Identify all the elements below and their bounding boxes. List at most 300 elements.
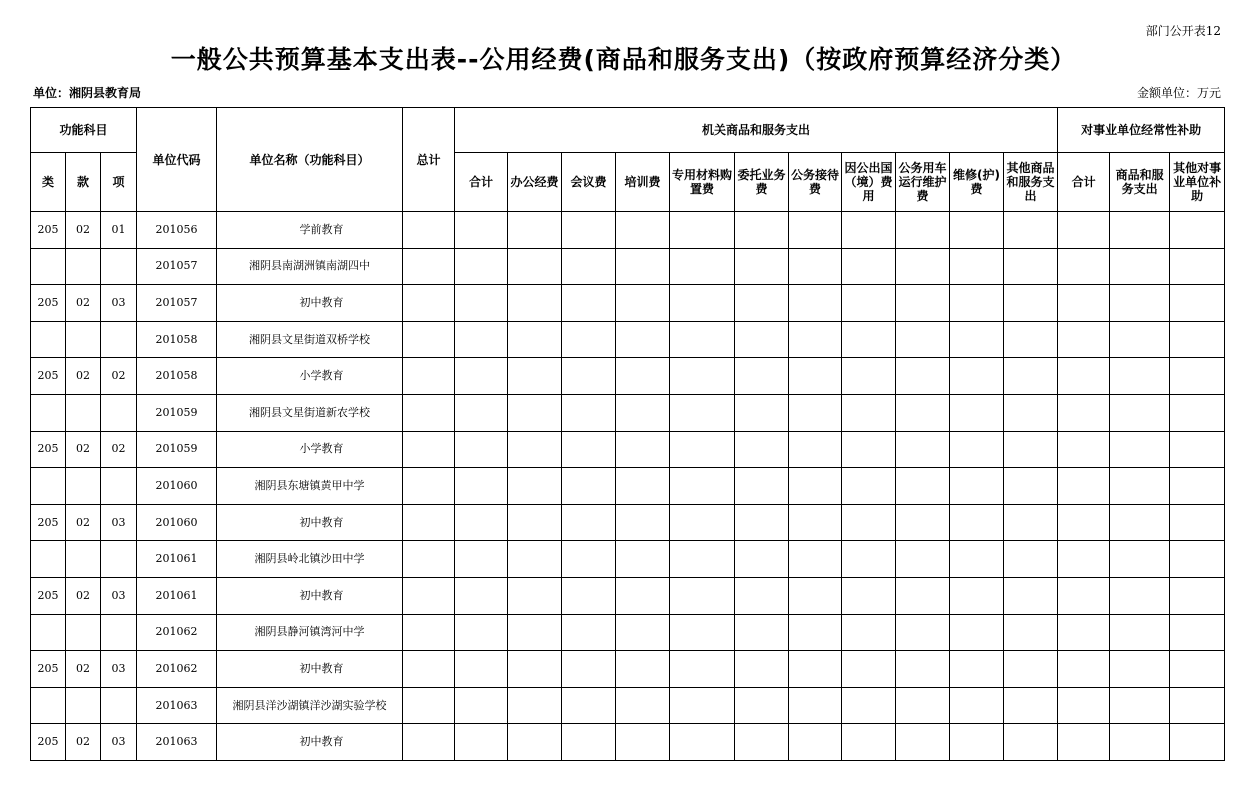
cell-unit-code: 201059 <box>137 431 217 468</box>
cell-amount <box>735 212 789 249</box>
cell-amount <box>842 358 896 395</box>
cell-amount <box>842 724 896 761</box>
header-xiang: 项 <box>101 153 137 212</box>
cell-amount <box>403 431 455 468</box>
cell-xiang <box>101 614 137 651</box>
cell-amount <box>1110 504 1170 541</box>
cell-amount <box>950 248 1004 285</box>
cell-lei <box>31 541 66 578</box>
cell-amount <box>789 651 842 688</box>
table-row <box>31 468 1225 505</box>
cell-amount <box>616 468 670 505</box>
cell-amount <box>1058 285 1110 322</box>
header-lei: 类 <box>31 153 66 212</box>
cell-amount <box>950 358 1004 395</box>
cell-amount <box>1110 614 1170 651</box>
cell-amount <box>403 651 455 688</box>
cell-amount <box>403 687 455 724</box>
table-row <box>31 651 1225 688</box>
header-organ-col: 培训费 <box>616 153 670 212</box>
cell-amount <box>735 577 789 614</box>
header-subsidy-col: 其他对事业单位补助 <box>1170 153 1225 212</box>
cell-amount <box>1170 212 1225 249</box>
cell-amount <box>455 614 508 651</box>
cell-kuan <box>66 394 101 431</box>
cell-amount <box>455 394 508 431</box>
cell-xiang <box>101 541 137 578</box>
cell-amount <box>562 431 616 468</box>
cell-xiang: 02 <box>101 431 137 468</box>
cell-amount <box>735 541 789 578</box>
header-subsidy-col: 商品和服务支出 <box>1110 153 1170 212</box>
cell-lei <box>31 614 66 651</box>
cell-unit-code: 201059 <box>137 394 217 431</box>
cell-amount <box>670 468 735 505</box>
cell-amount <box>1058 687 1110 724</box>
cell-amount <box>842 687 896 724</box>
cell-amount <box>508 285 562 322</box>
cell-xiang: 03 <box>101 504 137 541</box>
cell-amount <box>1110 431 1170 468</box>
cell-amount <box>1004 541 1058 578</box>
cell-kuan: 02 <box>66 358 101 395</box>
cell-amount <box>403 285 455 322</box>
cell-amount <box>670 651 735 688</box>
cell-amount <box>735 394 789 431</box>
cell-amount <box>508 614 562 651</box>
cell-amount <box>896 614 950 651</box>
cell-unit-code: 201057 <box>137 285 217 322</box>
cell-amount <box>896 285 950 322</box>
cell-unit-code: 201058 <box>137 358 217 395</box>
cell-kuan: 02 <box>66 724 101 761</box>
cell-amount <box>455 358 508 395</box>
table-number-label: 部门公开表12 <box>1145 24 1221 38</box>
cell-amount <box>842 321 896 358</box>
amount-unit: 金额单位：万元 <box>1136 86 1221 100</box>
cell-amount <box>508 321 562 358</box>
cell-amount <box>562 614 616 651</box>
cell-amount <box>508 504 562 541</box>
reporting-unit: 单位：湘阴县教育局 <box>33 86 142 100</box>
cell-unit-code: 201056 <box>137 212 217 249</box>
table-row <box>31 358 1225 395</box>
cell-amount <box>670 212 735 249</box>
cell-amount <box>403 614 455 651</box>
cell-amount <box>896 504 950 541</box>
cell-lei: 205 <box>31 577 66 614</box>
header-organ-col: 会议费 <box>562 153 616 212</box>
table-row <box>31 248 1225 285</box>
cell-xiang <box>101 248 137 285</box>
cell-amount <box>1170 321 1225 358</box>
cell-amount <box>508 212 562 249</box>
cell-amount <box>1110 468 1170 505</box>
cell-amount <box>1004 212 1058 249</box>
cell-amount <box>403 358 455 395</box>
cell-amount <box>950 614 1004 651</box>
cell-amount <box>562 577 616 614</box>
cell-amount <box>508 468 562 505</box>
cell-amount <box>950 651 1004 688</box>
cell-amount <box>1058 541 1110 578</box>
cell-amount <box>1170 468 1225 505</box>
cell-amount <box>950 468 1004 505</box>
cell-amount <box>950 687 1004 724</box>
cell-amount <box>616 724 670 761</box>
cell-amount <box>950 504 1004 541</box>
cell-unit-name: 湘阴县岭北镇沙田中学 <box>217 541 403 578</box>
cell-xiang: 03 <box>101 285 137 322</box>
cell-amount <box>789 394 842 431</box>
cell-kuan <box>66 541 101 578</box>
cell-kuan: 02 <box>66 504 101 541</box>
header-func-subject: 功能科目 <box>31 108 137 153</box>
cell-amount <box>1170 541 1225 578</box>
cell-amount <box>735 724 789 761</box>
cell-amount <box>1110 541 1170 578</box>
cell-amount <box>896 651 950 688</box>
cell-amount <box>896 541 950 578</box>
cell-xiang: 02 <box>101 358 137 395</box>
cell-amount <box>562 504 616 541</box>
cell-xiang: 03 <box>101 724 137 761</box>
cell-xiang <box>101 394 137 431</box>
cell-xiang: 01 <box>101 212 137 249</box>
cell-amount <box>789 358 842 395</box>
cell-amount <box>616 248 670 285</box>
cell-amount <box>789 687 842 724</box>
cell-amount <box>950 321 1004 358</box>
table-row <box>31 724 1225 761</box>
header-organ-col: 其他商品和服务支出 <box>1004 153 1058 212</box>
cell-amount <box>403 541 455 578</box>
cell-unit-name: 初中教育 <box>217 577 403 614</box>
cell-unit-code: 201062 <box>137 651 217 688</box>
cell-amount <box>562 541 616 578</box>
cell-amount <box>1110 285 1170 322</box>
cell-unit-name: 学前教育 <box>217 212 403 249</box>
header-unit-code: 单位代码 <box>137 108 217 212</box>
header-organ-col: 专用材料购置费 <box>670 153 735 212</box>
cell-amount <box>1004 577 1058 614</box>
cell-kuan: 02 <box>66 651 101 688</box>
cell-amount <box>1170 285 1225 322</box>
cell-amount <box>508 541 562 578</box>
cell-amount <box>403 468 455 505</box>
cell-amount <box>1004 724 1058 761</box>
cell-unit-code: 201063 <box>137 724 217 761</box>
cell-amount <box>616 394 670 431</box>
cell-amount <box>616 614 670 651</box>
cell-amount <box>508 248 562 285</box>
cell-amount <box>1170 577 1225 614</box>
cell-amount <box>1058 651 1110 688</box>
cell-amount <box>1004 394 1058 431</box>
cell-amount <box>789 504 842 541</box>
cell-amount <box>1170 394 1225 431</box>
cell-amount <box>950 431 1004 468</box>
header-organ-col: 维修(护)费 <box>950 153 1004 212</box>
cell-amount <box>1110 394 1170 431</box>
cell-unit-code: 201062 <box>137 614 217 651</box>
cell-amount <box>1004 431 1058 468</box>
cell-amount <box>670 724 735 761</box>
cell-amount <box>896 248 950 285</box>
cell-amount <box>508 394 562 431</box>
cell-amount <box>670 431 735 468</box>
cell-amount <box>1004 248 1058 285</box>
cell-unit-name: 湘阴县文星街道新农学校 <box>217 394 403 431</box>
cell-unit-code: 201063 <box>137 687 217 724</box>
cell-amount <box>1170 724 1225 761</box>
cell-amount <box>455 248 508 285</box>
cell-lei: 205 <box>31 724 66 761</box>
cell-amount <box>455 212 508 249</box>
cell-amount <box>403 394 455 431</box>
cell-amount <box>1004 321 1058 358</box>
cell-amount <box>455 577 508 614</box>
header-subsidy-group: 对事业单位经常性补助 <box>1058 108 1225 153</box>
cell-kuan <box>66 687 101 724</box>
cell-amount <box>1170 504 1225 541</box>
cell-unit-name: 小学教育 <box>217 358 403 395</box>
cell-amount <box>1004 358 1058 395</box>
cell-unit-name: 湘阴县东塘镇黄甲中学 <box>217 468 403 505</box>
cell-amount <box>1110 577 1170 614</box>
cell-amount <box>1110 358 1170 395</box>
cell-amount <box>455 431 508 468</box>
cell-amount <box>562 724 616 761</box>
page-title: 一般公共预算基本支出表--公用经费(商品和服务支出)（按政府预算经济分类） <box>170 45 1077 74</box>
cell-amount <box>1110 248 1170 285</box>
cell-unit-name: 小学教育 <box>217 431 403 468</box>
cell-amount <box>1170 687 1225 724</box>
table-row <box>31 212 1225 249</box>
cell-amount <box>1110 651 1170 688</box>
cell-amount <box>896 431 950 468</box>
cell-lei <box>31 248 66 285</box>
cell-amount <box>735 431 789 468</box>
cell-unit-name: 初中教育 <box>217 504 403 541</box>
cell-amount <box>670 285 735 322</box>
cell-amount <box>842 394 896 431</box>
cell-amount <box>616 321 670 358</box>
cell-amount <box>455 321 508 358</box>
cell-amount <box>1058 504 1110 541</box>
cell-amount <box>842 614 896 651</box>
cell-amount <box>1004 614 1058 651</box>
cell-xiang <box>101 687 137 724</box>
cell-lei <box>31 394 66 431</box>
cell-amount <box>670 577 735 614</box>
cell-amount <box>616 687 670 724</box>
cell-amount <box>789 724 842 761</box>
cell-amount <box>735 651 789 688</box>
cell-amount <box>1058 724 1110 761</box>
cell-amount <box>403 321 455 358</box>
cell-amount <box>670 321 735 358</box>
table-row <box>31 687 1225 724</box>
header-unit-name: 单位名称（功能科目） <box>217 108 403 212</box>
cell-kuan: 02 <box>66 285 101 322</box>
cell-amount <box>1170 248 1225 285</box>
cell-lei: 205 <box>31 651 66 688</box>
cell-amount <box>789 541 842 578</box>
cell-amount <box>562 394 616 431</box>
cell-amount <box>842 541 896 578</box>
cell-kuan: 02 <box>66 212 101 249</box>
cell-unit-code: 201061 <box>137 577 217 614</box>
header-total: 总计 <box>403 108 455 212</box>
cell-amount <box>508 358 562 395</box>
cell-unit-code: 201060 <box>137 468 217 505</box>
cell-amount <box>508 724 562 761</box>
table-row <box>31 541 1225 578</box>
cell-lei <box>31 321 66 358</box>
cell-amount <box>1170 651 1225 688</box>
cell-amount <box>896 687 950 724</box>
cell-amount <box>616 541 670 578</box>
cell-amount <box>896 468 950 505</box>
header-organ-col: 委托业务费 <box>735 153 789 212</box>
cell-amount <box>950 394 1004 431</box>
cell-unit-name: 初中教育 <box>217 285 403 322</box>
cell-amount <box>735 358 789 395</box>
cell-amount <box>950 541 1004 578</box>
cell-amount <box>896 394 950 431</box>
cell-amount <box>562 285 616 322</box>
cell-amount <box>1058 431 1110 468</box>
cell-amount <box>670 504 735 541</box>
header-organ-group: 机关商品和服务支出 <box>455 108 1058 153</box>
cell-unit-code: 201061 <box>137 541 217 578</box>
cell-lei <box>31 468 66 505</box>
cell-kuan <box>66 614 101 651</box>
cell-xiang <box>101 468 137 505</box>
cell-amount <box>562 248 616 285</box>
cell-amount <box>562 358 616 395</box>
cell-amount <box>1170 614 1225 651</box>
cell-amount <box>670 394 735 431</box>
cell-amount <box>789 431 842 468</box>
cell-amount <box>562 212 616 249</box>
cell-amount <box>1058 248 1110 285</box>
cell-amount <box>1004 504 1058 541</box>
header-subsidy-col: 合计 <box>1058 153 1110 212</box>
cell-lei: 205 <box>31 504 66 541</box>
cell-amount <box>508 431 562 468</box>
cell-unit-name: 湘阴县文星街道双桥学校 <box>217 321 403 358</box>
cell-lei: 205 <box>31 285 66 322</box>
cell-amount <box>789 577 842 614</box>
cell-amount <box>1004 285 1058 322</box>
cell-amount <box>842 248 896 285</box>
cell-amount <box>616 504 670 541</box>
cell-amount <box>896 577 950 614</box>
cell-amount <box>1110 321 1170 358</box>
header-organ-col: 因公出国（境）费用 <box>842 153 896 212</box>
cell-amount <box>789 321 842 358</box>
cell-amount <box>842 651 896 688</box>
cell-amount <box>670 614 735 651</box>
cell-amount <box>1004 687 1058 724</box>
cell-amount <box>1170 358 1225 395</box>
cell-amount <box>455 724 508 761</box>
cell-amount <box>403 212 455 249</box>
cell-amount <box>950 212 1004 249</box>
cell-amount <box>896 321 950 358</box>
cell-amount <box>455 468 508 505</box>
cell-amount <box>735 321 789 358</box>
cell-amount <box>1110 724 1170 761</box>
cell-amount <box>842 468 896 505</box>
table-row <box>31 285 1225 322</box>
cell-amount <box>1004 651 1058 688</box>
cell-amount <box>1058 358 1110 395</box>
cell-amount <box>562 687 616 724</box>
header-organ-col: 公务用车运行维护费 <box>896 153 950 212</box>
cell-amount <box>562 651 616 688</box>
cell-amount <box>896 212 950 249</box>
cell-amount <box>455 687 508 724</box>
cell-amount <box>670 358 735 395</box>
expenditure-table <box>30 107 1225 761</box>
cell-amount <box>1170 431 1225 468</box>
cell-amount <box>735 687 789 724</box>
cell-amount <box>616 358 670 395</box>
cell-lei: 205 <box>31 431 66 468</box>
cell-amount <box>1058 468 1110 505</box>
cell-amount <box>842 431 896 468</box>
cell-amount <box>403 724 455 761</box>
cell-amount <box>616 212 670 249</box>
header-organ-col: 办公经费 <box>508 153 562 212</box>
cell-lei: 205 <box>31 358 66 395</box>
cell-amount <box>950 724 1004 761</box>
cell-kuan <box>66 468 101 505</box>
cell-unit-code: 201058 <box>137 321 217 358</box>
cell-amount <box>1058 212 1110 249</box>
cell-amount <box>616 651 670 688</box>
cell-amount <box>1058 577 1110 614</box>
cell-amount <box>735 504 789 541</box>
cell-kuan: 02 <box>66 431 101 468</box>
cell-amount <box>508 687 562 724</box>
header-organ-col: 合计 <box>455 153 508 212</box>
cell-amount <box>508 651 562 688</box>
table-row <box>31 321 1225 358</box>
cell-amount <box>950 285 1004 322</box>
cell-xiang: 03 <box>101 577 137 614</box>
cell-amount <box>735 285 789 322</box>
table-row <box>31 614 1225 651</box>
cell-amount <box>896 358 950 395</box>
cell-amount <box>403 577 455 614</box>
header-kuan: 款 <box>66 153 101 212</box>
cell-amount <box>403 248 455 285</box>
cell-amount <box>842 285 896 322</box>
cell-amount <box>616 431 670 468</box>
table-row <box>31 504 1225 541</box>
cell-amount <box>789 248 842 285</box>
cell-unit-name: 湘阴县洋沙湖镇洋沙湖实验学校 <box>217 687 403 724</box>
cell-amount <box>950 577 1004 614</box>
cell-amount <box>842 212 896 249</box>
cell-lei: 205 <box>31 212 66 249</box>
cell-unit-name: 湘阴县南湖洲镇南湖四中 <box>217 248 403 285</box>
cell-amount <box>735 248 789 285</box>
